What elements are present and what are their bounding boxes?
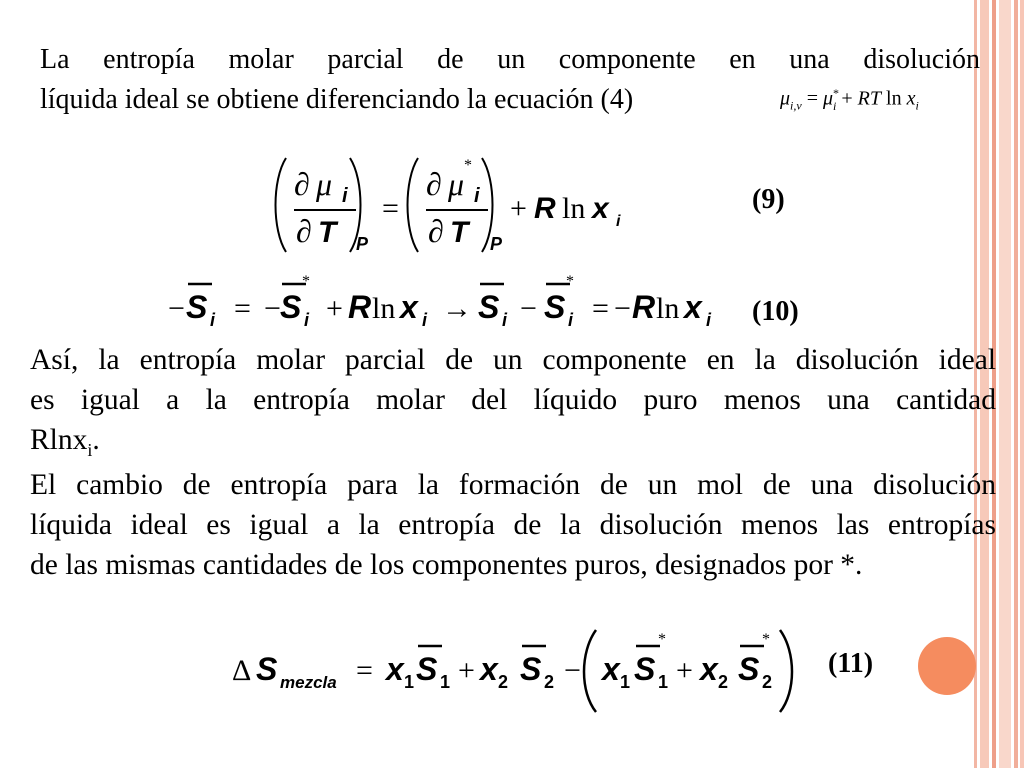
subscript-1: 1 xyxy=(440,672,451,692)
plus-symbol: + xyxy=(676,654,693,687)
inline-equation-4 xyxy=(780,86,919,114)
delta-symbol: Δ xyxy=(232,654,252,687)
T-symbol: T xyxy=(318,216,337,249)
subscript-i: i xyxy=(568,310,574,330)
S-symbol: S xyxy=(280,289,302,325)
S-symbol: S xyxy=(544,289,566,325)
S-symbol: S xyxy=(416,651,438,687)
equals-symbol: = xyxy=(234,292,251,325)
star-superscript: * xyxy=(762,631,770,648)
x-symbol: x xyxy=(700,651,718,687)
subscript: i xyxy=(87,439,93,460)
subscript-1: 1 xyxy=(404,672,415,692)
left-paren xyxy=(584,630,596,712)
R-symbol: R xyxy=(632,289,656,325)
minus-symbol: − xyxy=(614,292,631,325)
math-symbol: + xyxy=(841,87,853,110)
subscript-i: i xyxy=(304,310,310,330)
math-symbol: = xyxy=(806,87,818,110)
star-superscript: * xyxy=(566,273,574,290)
subscript-i: i xyxy=(616,213,621,230)
math-symbol: ln xyxy=(886,87,902,110)
S-symbol: S xyxy=(186,289,208,325)
plus-symbol: + xyxy=(458,654,475,687)
minus-symbol: − xyxy=(264,292,281,325)
math-sup: * xyxy=(833,86,840,100)
subscript-P: P xyxy=(490,234,503,254)
equation-label-9: (9) xyxy=(752,184,785,215)
text-line: líquida ideal es igual a la entropía de la disolución menos las entropías xyxy=(30,509,996,541)
text-line: de las mismas cantidades de los componentes puros, designados por *. xyxy=(30,549,863,581)
subscript-1: 1 xyxy=(620,672,631,692)
text-line: líquida ideal se obtiene diferenciando la ecuación (4) xyxy=(40,84,634,115)
text-fragment: . xyxy=(92,424,100,456)
T-symbol: T xyxy=(450,216,469,249)
stripe xyxy=(999,0,1011,768)
plus-symbol: + xyxy=(326,292,343,325)
S-symbol: S xyxy=(634,651,656,687)
R-symbol: R xyxy=(348,289,372,325)
x-symbol: x xyxy=(386,651,404,687)
stripe xyxy=(1014,0,1018,768)
ln-symbol: ln xyxy=(562,192,586,225)
math-symbol: RT xyxy=(857,87,882,110)
partial-symbol: ∂ xyxy=(294,166,310,202)
text-line: El cambio de entropía para la formación de un mol de una disolución xyxy=(30,469,996,501)
partial-symbol: ∂ xyxy=(428,213,444,249)
minus-symbol: − xyxy=(564,654,581,687)
partial-symbol: ∂ xyxy=(426,166,442,202)
subscript-i: i xyxy=(342,185,348,207)
subscript-i: i xyxy=(502,310,508,330)
S-symbol: S xyxy=(478,289,500,325)
mu-symbol: μ xyxy=(448,166,465,202)
decorative-circle xyxy=(918,637,976,695)
equation-label-11: (11) xyxy=(828,648,874,679)
text-fragment: Rlnx xyxy=(30,424,88,456)
math-sub: i xyxy=(833,98,837,113)
subscript-2: 2 xyxy=(718,672,729,692)
subscript-2: 2 xyxy=(762,672,773,692)
subscript-P: P xyxy=(356,234,369,254)
partial-symbol: ∂ xyxy=(296,213,312,249)
math-sub: i,v xyxy=(790,98,802,113)
equals-symbol: = xyxy=(382,192,399,225)
ln-symbol: ln xyxy=(656,292,680,325)
subscript-i: i xyxy=(210,310,216,330)
x-symbol: x xyxy=(684,289,702,325)
right-paren xyxy=(780,630,792,712)
subscript-mezcla: mezcla xyxy=(280,673,337,692)
mu-symbol: μ xyxy=(316,166,333,202)
stripe xyxy=(1020,0,1024,768)
equation-label-10: (10) xyxy=(752,296,799,327)
text-line xyxy=(30,420,996,470)
x-symbol: x xyxy=(602,651,620,687)
x-symbol: x xyxy=(480,651,498,687)
S-symbol: S xyxy=(520,651,542,687)
minus-symbol: − xyxy=(520,292,537,325)
math-symbol: μ xyxy=(780,87,791,110)
arrow-symbol: → xyxy=(442,292,472,325)
subscript-i: i xyxy=(474,185,480,207)
equation-11 xyxy=(232,622,802,714)
math-sub: i xyxy=(915,98,919,113)
math-symbol: μ xyxy=(823,87,834,110)
left-paren xyxy=(408,158,419,252)
left-paren xyxy=(276,158,287,252)
subscript-1: 1 xyxy=(658,672,669,692)
S-symbol: S xyxy=(738,651,760,687)
subscript-2: 2 xyxy=(498,672,509,692)
x-symbol: x xyxy=(592,192,609,225)
star-superscript: * xyxy=(658,631,666,648)
equals-symbol: = xyxy=(592,292,609,325)
text-line: es igual a la entropía molar del líquido puro menos una cantidad xyxy=(30,384,996,416)
text-line: La entropía molar parcial de un componente en una disolución xyxy=(40,44,980,75)
star-superscript: * xyxy=(464,157,472,174)
subscript-2: 2 xyxy=(544,672,555,692)
math-symbol: x xyxy=(906,87,916,110)
plus-symbol: + xyxy=(510,192,527,225)
explanation-paragraph xyxy=(30,340,996,470)
star-superscript: * xyxy=(302,273,310,290)
S-symbol: S xyxy=(256,651,278,687)
mixing-paragraph xyxy=(30,465,996,585)
ln-symbol: ln xyxy=(372,292,396,325)
R-symbol: R xyxy=(534,192,556,225)
x-symbol: x xyxy=(400,289,418,325)
subscript-i: i xyxy=(422,310,428,330)
equation-9 xyxy=(270,150,650,260)
subscript-i: i xyxy=(706,310,712,330)
text-line: Así, la entropía molar parcial de un componente en la disolución ideal xyxy=(30,344,996,376)
equals-symbol: = xyxy=(356,654,373,687)
equation-10 xyxy=(168,272,728,334)
minus-symbol: − xyxy=(168,292,185,325)
